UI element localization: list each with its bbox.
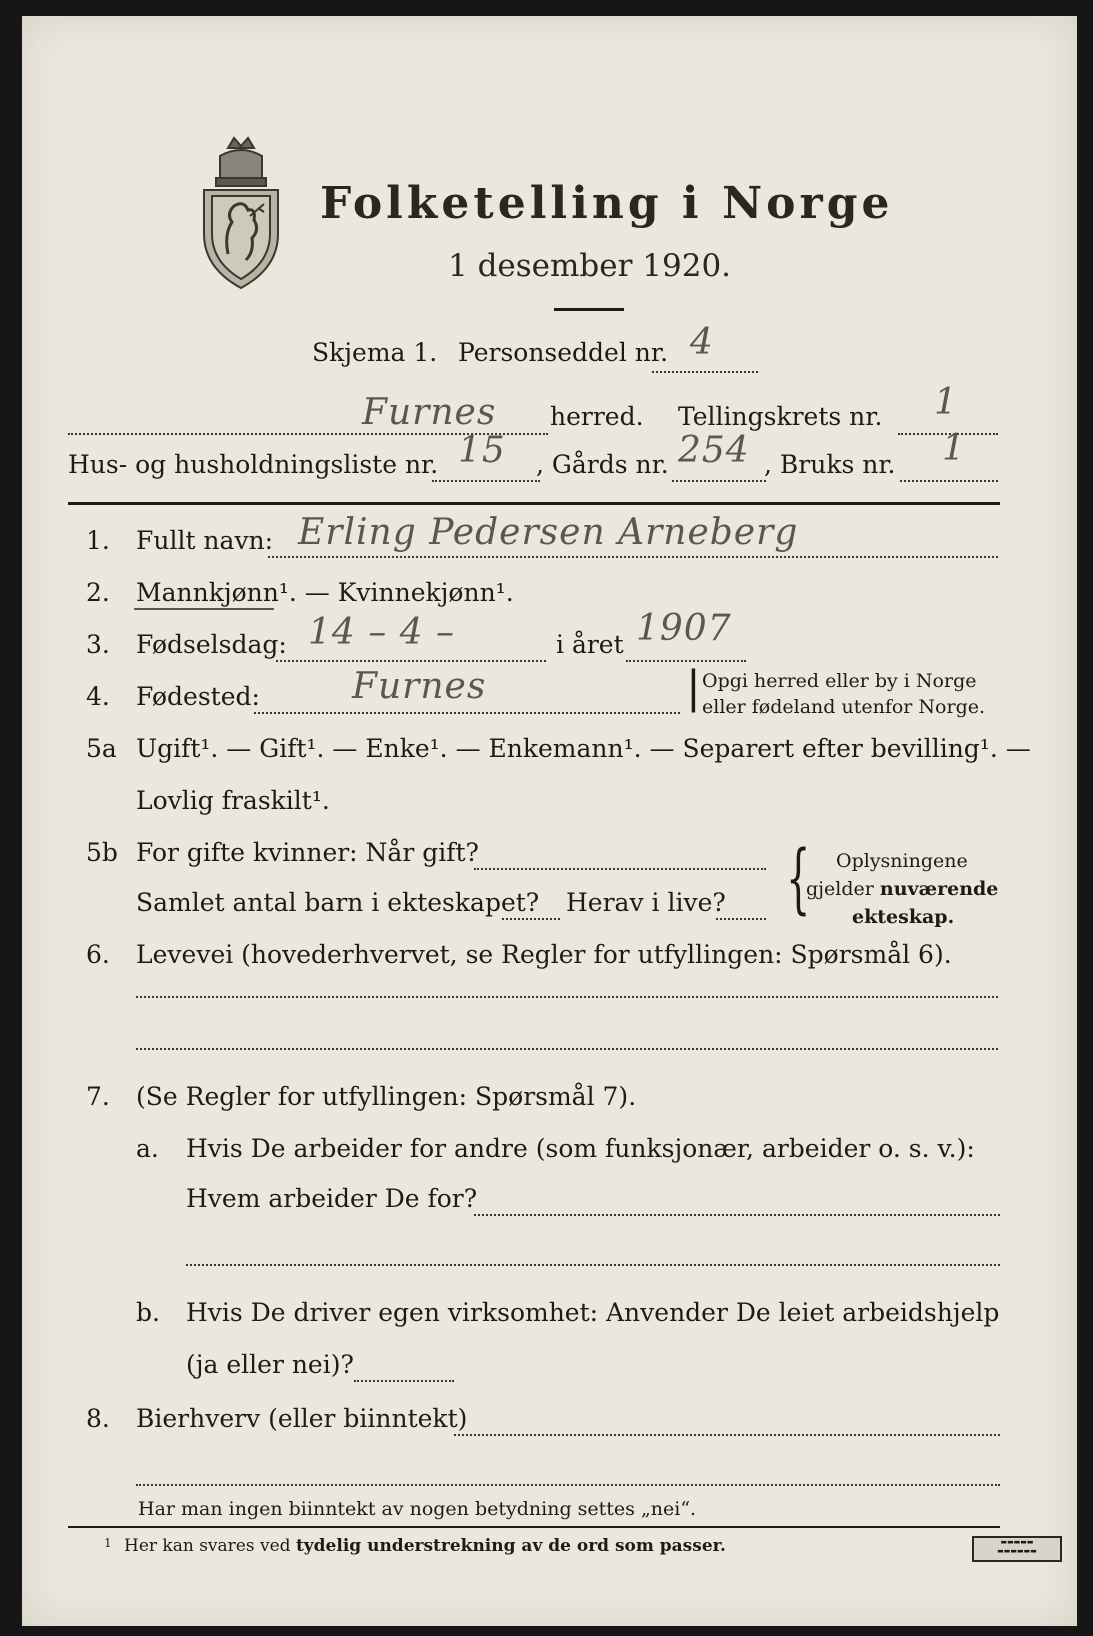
q7a-line-2: Hvem arbeider De for? <box>186 1184 478 1213</box>
bruks-value: 1 <box>942 428 966 469</box>
q8-answer-line <box>454 1434 1000 1436</box>
personseddel-label: Personseddel nr. <box>458 338 669 367</box>
personseddel-value: 4 <box>690 322 714 363</box>
q4-label: Fødested: <box>136 682 260 711</box>
form-title: Folketelling i Norge <box>320 178 894 229</box>
q5b-alive-line <box>716 918 766 920</box>
q3-year-label: i året <box>556 630 624 659</box>
personseddel-line <box>652 371 758 373</box>
coat-of-arms-emblem <box>198 134 284 290</box>
q1-value: Erling Pedersen Arneberg <box>298 512 799 553</box>
q3-label: Fødselsdag: <box>136 630 287 659</box>
q5b-children-line <box>502 918 560 920</box>
q4-number: 4. <box>86 682 110 711</box>
q5a-line-1: Ugift¹. — Gift¹. — Enke¹. — Enkemann¹. — Separert efter bevilling¹. — <box>136 734 1031 763</box>
census-form-sheet: Folketelling i Norge 1 desember 1920. Skjema 1. Personseddel nr. 4 Furnes herred. Tellingskrets nr. 1 Hus- og husholdningsliste nr. 15 , Gårds nr. 254 , Bruks nr. 1 1. Fullt navn: Erling Pedersen Arneberg 2. Mannkjønn¹. — Kvinnekjønn¹. 3. Fødselsdag: 14 – 4 – i året 1907 4. Fødested: Furnes | Opgi herred eller by i Norge eller fødeland utenfor Norge. 5a Ugift¹. — Gift¹. — Enke¹. — Enkemann¹. — Separert efter bevilling¹. — Lovlig fraskilt¹. 5b For gifte kvinner: Når gift? Samlet antal barn i ekteskapet? Herav i live? { Oplysningene gjelder nuværende ekteskap. 6. Levevei (hovederhvervet, se Regler for utfyllingen: Spørsmål 6). 7. (Se Regler for utfyllingen: Spørsmål 7). a. Hvis De arbeider for andre (som funksjonær, arbeider o. s. v.): Hvem arbeider De for? b. Hvis De driver egen virksomhet: Anvender De leiet arbeidshjelp (ja eller nei)? 8. Bierhverv (eller biinntekt) Har man ingen biinntekt av nogen betydning settes „nei“. 1 Her kan svares ved tydelig understrekning av de ord som passer. ▬▬▬▬▬ ▬▬▬▬▬▬ <box>22 16 1077 1626</box>
q6-number: 6. <box>86 940 110 969</box>
q7a-line-1: Hvis De arbeider for andre (som funksjonær, arbeider o. s. v.): <box>186 1134 975 1163</box>
q2-number: 2. <box>86 578 110 607</box>
hus-line <box>432 480 540 482</box>
q1-line <box>268 556 998 558</box>
header-rule <box>68 502 1000 505</box>
q5b-brace: { <box>786 833 811 922</box>
q5b-note-1: Oplysningene <box>836 850 968 872</box>
q4-value: Furnes <box>352 666 487 707</box>
tellingskrets-label: Tellingskrets nr. <box>678 402 883 431</box>
q8-text: Bierhverv (eller biinntekt) <box>136 1404 468 1433</box>
q7a-answer-line <box>474 1214 1000 1216</box>
q4-line <box>254 712 680 714</box>
q6-line-1 <box>136 996 998 998</box>
skjema-label: Skjema 1. <box>312 338 438 367</box>
q7a-extra-line <box>186 1264 1000 1266</box>
q8-number: 8. <box>86 1404 110 1433</box>
q5a-number: 5a <box>86 734 117 763</box>
footnote-mark: 1 <box>104 1536 112 1550</box>
printer-stamp: ▬▬▬▬▬ ▬▬▬▬▬▬ <box>972 1536 1062 1562</box>
q4-note-1: Opgi herred eller by i Norge <box>702 670 977 692</box>
q4-note-2: eller fødeland utenfor Norge. <box>702 696 986 718</box>
q5b-children-label: Samlet antal barn i ekteskapet? <box>136 888 540 917</box>
q3-value: 14 – 4 – <box>308 612 456 653</box>
title-divider <box>554 308 624 311</box>
gards-label: , Gårds nr. <box>536 450 669 479</box>
q7b-line-1: Hvis De driver egen virksomhet: Anvender De leiet arbeidshjelp <box>186 1298 1000 1327</box>
q2-text: Mannkjønn¹. — Kvinnekjønn¹. <box>136 578 514 607</box>
gards-value: 254 <box>678 430 750 471</box>
q5b-note-3: ekteskap. <box>852 906 955 928</box>
herred-label: herred. <box>550 402 644 431</box>
q5a-line-2: Lovlig fraskilt¹. <box>136 786 330 815</box>
q6-text: Levevei (hovederhvervet, se Regler for utfyllingen: Spørsmål 6). <box>136 940 952 969</box>
form-date: 1 desember 1920. <box>448 248 732 284</box>
footnote-text: Her kan svares ved tydelig understrekning av de ord som passer. <box>124 1536 726 1556</box>
hus-label: Hus- og husholdningsliste nr. <box>68 450 439 479</box>
q7-number: 7. <box>86 1082 110 1111</box>
herred-value: Furnes <box>362 392 497 433</box>
q5b-number: 5b <box>86 838 118 867</box>
tellingskrets-value: 1 <box>934 382 958 423</box>
hus-value: 15 <box>458 430 506 471</box>
biinntekt-note: Har man ingen biinntekt av nogen betydning settes „nei“. <box>138 1498 697 1520</box>
q7b-answer-line <box>354 1380 454 1382</box>
q6-line-2 <box>136 1048 998 1050</box>
q1-number: 1. <box>86 526 110 555</box>
q3-line <box>276 660 546 662</box>
q5b-alive-label: Herav i live? <box>566 888 726 917</box>
q2-underline-mark <box>134 608 274 610</box>
q3-number: 3. <box>86 630 110 659</box>
q7a-letter: a. <box>136 1134 159 1163</box>
q7b-letter: b. <box>136 1298 160 1327</box>
footer-rule <box>68 1526 1000 1528</box>
q3-year-value: 1907 <box>636 608 732 649</box>
q7b-line-2: (ja eller nei)? <box>186 1350 354 1379</box>
bruks-line <box>900 480 998 482</box>
bruks-label: , Bruks nr. <box>764 450 896 479</box>
q8-extra-line <box>136 1484 1000 1486</box>
q5b-line-1: For gifte kvinner: Når gift? <box>136 838 479 867</box>
q1-label: Fullt navn: <box>136 526 274 555</box>
gards-line <box>672 480 766 482</box>
q5b-note-2: gjelder nuværende <box>806 878 999 900</box>
q5b-when-line <box>474 868 766 870</box>
q7-text: (Se Regler for utfyllingen: Spørsmål 7). <box>136 1082 637 1111</box>
